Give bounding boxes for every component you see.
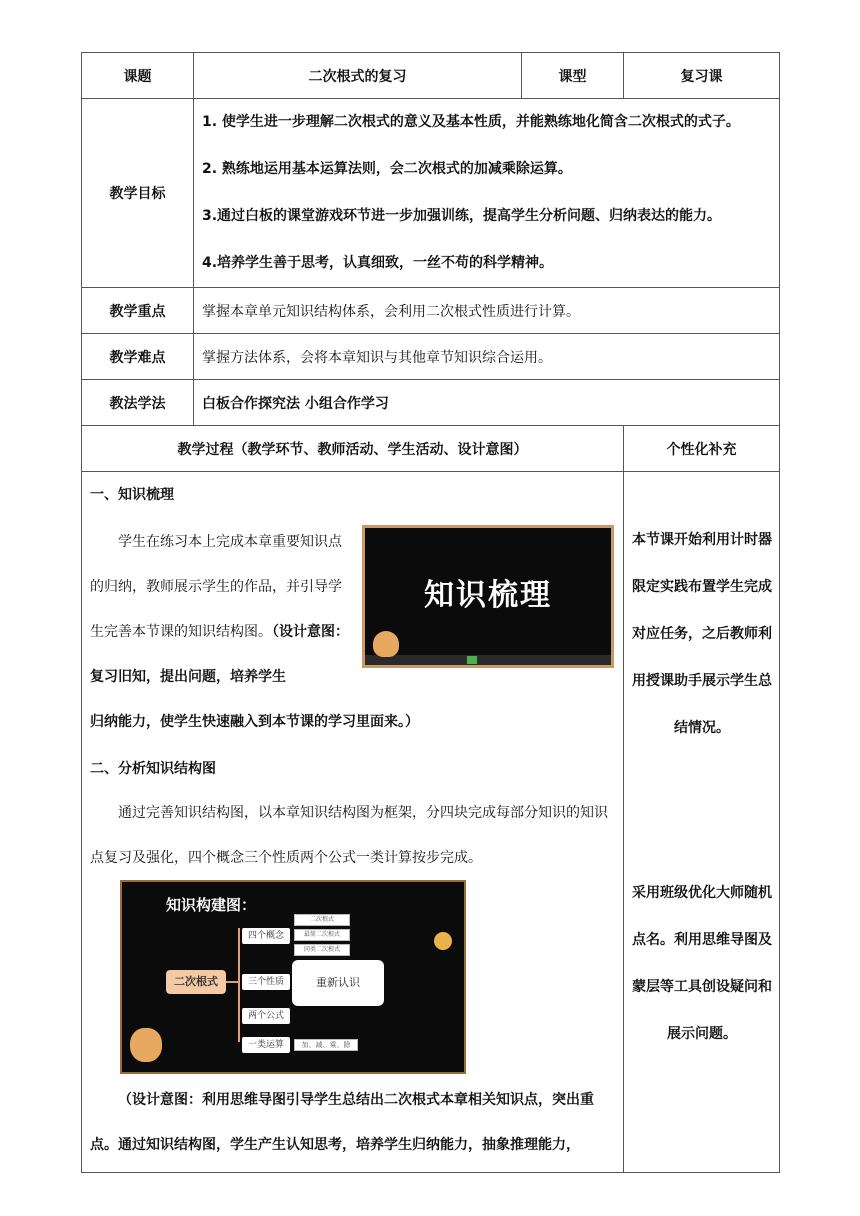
process-content xyxy=(82,472,623,518)
branch-operations: 一类运算 xyxy=(242,1037,290,1053)
process-header: 教学过程（教学环节、教师活动、学生活动、设计意图） xyxy=(82,426,624,472)
goal-item: 1. 使学生进一步理解二次根式的意义及基本性质，并能熟练地化简含二次根式的式子。 xyxy=(202,114,740,130)
cat-mascot-icon xyxy=(130,1028,162,1062)
section2-text: 通过完善知识结构图，以本章知识结构图为框架，分四块完成每部分知识的知识点复习及强化，四个概念三个性质两个公式一类计算按步完成。 xyxy=(90,805,608,866)
method-value: 白板合作探究法 小组合作学习 xyxy=(194,380,780,426)
section1-text: 学生在练习本上完成本章重要知识点的归纳，教师展示学生的作品，并引导学生完善本节课的知识结构图。（设计意图：复习旧知，提出问题，培养学生 xyxy=(90,534,349,685)
leaf-item: 最简二次根式 xyxy=(294,929,350,941)
section1-intent-b: 归纳能力，使学生快速融入到本节课的学习里面来。） xyxy=(90,714,419,730)
process-cell xyxy=(82,472,624,1173)
lesson-plan-page xyxy=(81,52,779,1162)
cursor-tool-icon xyxy=(467,656,477,664)
mind-map-image xyxy=(120,880,466,1074)
goal-item: 2. 熟练地运用基本运算法则，会二次根式的加减乘除运算。 xyxy=(202,161,572,177)
method-label: 教法学法 xyxy=(82,380,194,426)
difficulty-label: 教学难点 xyxy=(82,334,194,380)
knowledge-review-image xyxy=(362,525,614,668)
leaf-item: 二次根式 xyxy=(294,914,350,926)
mind-map-center: 重新认识 xyxy=(292,960,384,1006)
goals-cell xyxy=(194,99,780,288)
operations-leaf: 加、减、乘、除 xyxy=(294,1039,358,1051)
mind-map-heading: 知识构建图： xyxy=(166,896,257,914)
key-point-row xyxy=(82,288,780,334)
side-note-1: 本节课开始利用计时器限定实践布置学生完成对应任务，之后教师利用授课助手展示学生总结情况。 xyxy=(632,532,772,736)
topic-label: 课题 xyxy=(82,53,194,99)
mind-map-root: 二次根式 xyxy=(166,970,226,994)
leaf-item: 同类二次根式 xyxy=(294,944,350,956)
key-point-label: 教学重点 xyxy=(82,288,194,334)
method-row xyxy=(82,380,780,426)
side-notes-cell xyxy=(624,472,780,1173)
toolbar-strip xyxy=(365,655,611,665)
process-header-row xyxy=(82,426,780,472)
type-label: 课型 xyxy=(522,53,624,99)
image1-title: 知识梳理 xyxy=(424,578,552,613)
goal-item: 4.培养学生善于思考，认真细致，一丝不苟的科学精神。 xyxy=(202,255,554,271)
goals-row xyxy=(82,99,780,288)
lesson-plan-table xyxy=(81,52,780,1173)
header-row xyxy=(82,53,780,99)
connector xyxy=(238,928,240,1042)
process-row xyxy=(82,472,780,1173)
cat-mascot-icon xyxy=(373,631,399,657)
section1-title: 一、知识梳理 xyxy=(90,487,174,503)
side-header: 个性化补充 xyxy=(624,426,780,472)
goal-item: 3.通过白板的课堂游戏环节进一步加强训练，提高学生分析问题、归纳表达的能力。 xyxy=(202,208,722,224)
key-point-value: 掌握本章单元知识结构体系，会利用二次根式性质进行计算。 xyxy=(194,288,780,334)
difficulty-value: 掌握方法体系，会将本章知识与其他章节知识综合运用。 xyxy=(194,334,780,380)
side-note-2: 采用班级优化大师随机点名。利用思维导图及蒙层等工具创设疑问和展示问题。 xyxy=(632,885,772,1042)
section2-title: 二、分析知识结构图 xyxy=(90,761,216,777)
branch-properties: 三个性质 xyxy=(242,974,290,990)
branch-concepts: 四个概念 xyxy=(242,928,290,944)
topic-value: 二次根式的复习 xyxy=(194,53,522,99)
mascot-badge-icon xyxy=(434,932,452,950)
type-value: 复习课 xyxy=(624,53,780,99)
branch-formulas: 两个公式 xyxy=(242,1008,290,1024)
section2-intent: （设计意图：利用思维导图引导学生总结出二次根式本章相关知识点，突出重点。通过知识结构图，学生产生认知思考，培养学生归纳能力，抽象推理能力， xyxy=(90,1092,594,1153)
goals-label: 教学目标 xyxy=(82,99,194,288)
difficulty-row xyxy=(82,334,780,380)
section1-intent-a: （设计意图：复习旧知，提出问题，培养学生 xyxy=(90,624,349,685)
